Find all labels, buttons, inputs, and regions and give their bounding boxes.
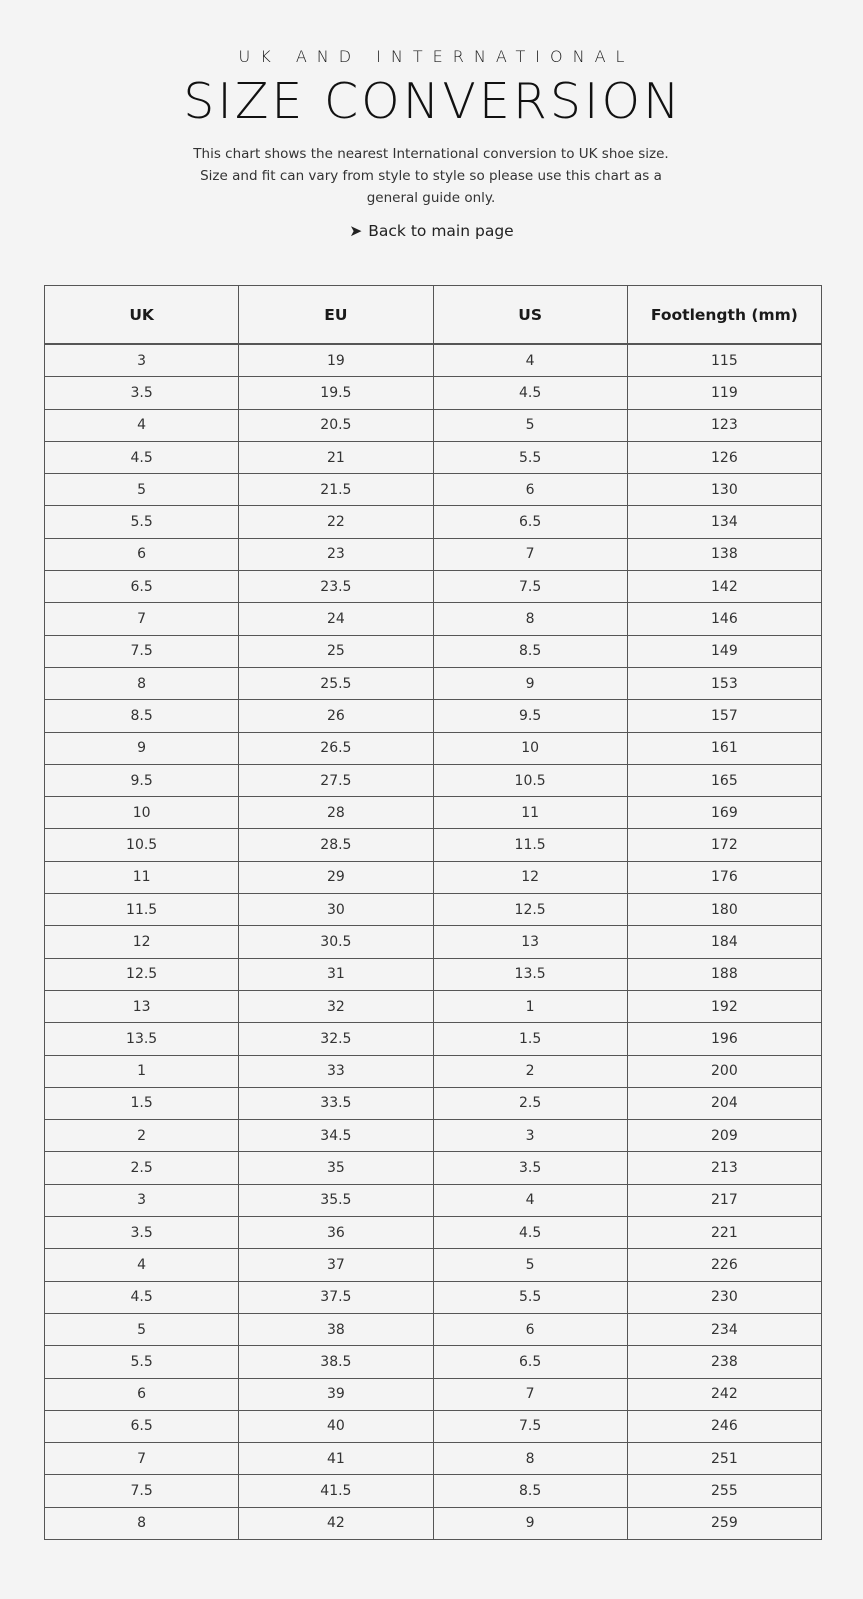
table-row: [45, 635, 822, 667]
us-size-cell: 3: [433, 1120, 627, 1152]
eu-size-cell: 37.5: [239, 1281, 433, 1313]
us-size-cell: 5.5: [433, 441, 627, 473]
table-row: [45, 506, 822, 538]
uk-size-cell: 10: [45, 797, 239, 829]
us-size-cell: 8: [433, 603, 627, 635]
us-size-cell: 11: [433, 797, 627, 829]
table-row: [45, 1281, 822, 1313]
eu-size-cell: 30.5: [239, 926, 433, 958]
size-conversion-table: [44, 285, 822, 1540]
footlength-cell: 169: [627, 797, 821, 829]
uk-size-cell: 10.5: [45, 829, 239, 861]
us-size-cell: 5: [433, 1249, 627, 1281]
eu-size-cell: 20.5: [239, 409, 433, 441]
table-row: [45, 894, 822, 926]
us-size-cell: 13: [433, 926, 627, 958]
us-size-cell: 1.5: [433, 1023, 627, 1055]
footlength-cell: 192: [627, 990, 821, 1022]
us-size-cell: 7.5: [433, 571, 627, 603]
table-row: [45, 732, 822, 764]
uk-size-cell: 2: [45, 1120, 239, 1152]
uk-size-cell: 13: [45, 990, 239, 1022]
us-size-cell: 8.5: [433, 635, 627, 667]
uk-size-cell: 4.5: [45, 1281, 239, 1313]
footlength-cell: 157: [627, 700, 821, 732]
footlength-cell: 259: [627, 1507, 821, 1539]
uk-size-cell: 7.5: [45, 1475, 239, 1507]
footlength-cell: 115: [627, 344, 821, 377]
table-row: [45, 1055, 822, 1087]
back-to-main-link[interactable]: [0, 222, 863, 240]
table-row: [45, 1184, 822, 1216]
uk-size-cell: 8: [45, 1507, 239, 1539]
uk-size-cell: 4: [45, 1249, 239, 1281]
table-row: [45, 667, 822, 699]
uk-size-cell: 7: [45, 603, 239, 635]
uk-size-cell: 3: [45, 344, 239, 377]
uk-size-cell: 5.5: [45, 1346, 239, 1378]
table-row: [45, 1507, 822, 1539]
eu-size-cell: 26: [239, 700, 433, 732]
uk-size-cell: 7: [45, 1443, 239, 1475]
table-row: [45, 1120, 822, 1152]
uk-size-cell: 12.5: [45, 958, 239, 990]
footlength-cell: 184: [627, 926, 821, 958]
column-header-uk: UK: [45, 286, 239, 345]
table-row: [45, 441, 822, 473]
us-size-cell: 5: [433, 409, 627, 441]
uk-size-cell: 3.5: [45, 377, 239, 409]
table-row: [45, 344, 822, 377]
eu-size-cell: 37: [239, 1249, 433, 1281]
eu-size-cell: 35: [239, 1152, 433, 1184]
eu-size-cell: 29: [239, 861, 433, 893]
eu-size-cell: 32.5: [239, 1023, 433, 1055]
footlength-cell: 134: [627, 506, 821, 538]
eu-size-cell: 42: [239, 1507, 433, 1539]
table-row: [45, 797, 822, 829]
us-size-cell: 7: [433, 538, 627, 570]
footlength-cell: 246: [627, 1410, 821, 1442]
eu-size-cell: 23.5: [239, 571, 433, 603]
footlength-cell: 251: [627, 1443, 821, 1475]
table-row: [45, 474, 822, 506]
uk-size-cell: 1.5: [45, 1087, 239, 1119]
table-row: [45, 1313, 822, 1345]
footlength-cell: 226: [627, 1249, 821, 1281]
us-size-cell: 12.5: [433, 894, 627, 926]
eu-size-cell: 22: [239, 506, 433, 538]
table-row: [45, 990, 822, 1022]
footlength-cell: 153: [627, 667, 821, 699]
uk-size-cell: 1: [45, 1055, 239, 1087]
eu-size-cell: 41.5: [239, 1475, 433, 1507]
footlength-cell: 142: [627, 571, 821, 603]
eu-size-cell: 33: [239, 1055, 433, 1087]
footlength-cell: 149: [627, 635, 821, 667]
us-size-cell: 1: [433, 990, 627, 1022]
footlength-cell: 188: [627, 958, 821, 990]
uk-size-cell: 5.5: [45, 506, 239, 538]
table-row: [45, 764, 822, 796]
page-title: SIZE CONVERSION: [183, 73, 683, 130]
uk-size-cell: 11: [45, 861, 239, 893]
uk-size-cell: 9: [45, 732, 239, 764]
footlength-cell: 217: [627, 1184, 821, 1216]
arrow-right-icon: ➤: [349, 222, 363, 240]
intro-text: This chart shows the nearest International conversion to UK shoe size. Size and fit can vary from style to style so please use this chart as a general guide only.: [193, 146, 669, 206]
eu-size-cell: 36: [239, 1217, 433, 1249]
eu-size-cell: 38.5: [239, 1346, 433, 1378]
table-row: [45, 958, 822, 990]
footlength-cell: 165: [627, 764, 821, 796]
table-header-row: [45, 286, 822, 345]
footlength-cell: 209: [627, 1120, 821, 1152]
eu-size-cell: 31: [239, 958, 433, 990]
eu-size-cell: 23: [239, 538, 433, 570]
eu-size-cell: 28: [239, 797, 433, 829]
us-size-cell: 13.5: [433, 958, 627, 990]
uk-size-cell: 6: [45, 1378, 239, 1410]
us-size-cell: 8.5: [433, 1475, 627, 1507]
table-row: [45, 1475, 822, 1507]
table-row: [45, 1087, 822, 1119]
eu-size-cell: 28.5: [239, 829, 433, 861]
footlength-cell: 119: [627, 377, 821, 409]
uk-size-cell: 4.5: [45, 441, 239, 473]
us-size-cell: 8: [433, 1443, 627, 1475]
footlength-cell: 221: [627, 1217, 821, 1249]
eu-size-cell: 19.5: [239, 377, 433, 409]
eu-size-cell: 39: [239, 1378, 433, 1410]
uk-size-cell: 11.5: [45, 894, 239, 926]
us-size-cell: 3.5: [433, 1152, 627, 1184]
footlength-cell: 234: [627, 1313, 821, 1345]
us-size-cell: 6: [433, 1313, 627, 1345]
table-row: [45, 377, 822, 409]
uk-size-cell: 6: [45, 538, 239, 570]
uk-size-cell: 9.5: [45, 764, 239, 796]
footlength-cell: 172: [627, 829, 821, 861]
uk-size-cell: 3: [45, 1184, 239, 1216]
uk-size-cell: 7.5: [45, 635, 239, 667]
eu-size-cell: 25: [239, 635, 433, 667]
table-row: [45, 1152, 822, 1184]
uk-size-cell: 5: [45, 474, 239, 506]
uk-size-cell: 13.5: [45, 1023, 239, 1055]
table-row: [45, 1378, 822, 1410]
eu-size-cell: 33.5: [239, 1087, 433, 1119]
us-size-cell: 2.5: [433, 1087, 627, 1119]
eu-size-cell: 21.5: [239, 474, 433, 506]
table-row: [45, 538, 822, 570]
column-header-us: US: [433, 286, 627, 345]
eu-size-cell: 24: [239, 603, 433, 635]
us-size-cell: 12: [433, 861, 627, 893]
eu-size-cell: 27.5: [239, 764, 433, 796]
eu-size-cell: 26.5: [239, 732, 433, 764]
us-size-cell: 5.5: [433, 1281, 627, 1313]
footlength-cell: 213: [627, 1152, 821, 1184]
us-size-cell: 4.5: [433, 377, 627, 409]
uk-size-cell: 4: [45, 409, 239, 441]
table-row: [45, 1410, 822, 1442]
footlength-cell: 196: [627, 1023, 821, 1055]
uk-size-cell: 6.5: [45, 571, 239, 603]
us-size-cell: 9: [433, 1507, 627, 1539]
footlength-cell: 123: [627, 409, 821, 441]
table-row: [45, 603, 822, 635]
us-size-cell: 4.5: [433, 1217, 627, 1249]
page-eyebrow: UK AND INTERNATIONAL: [238, 47, 635, 66]
us-size-cell: 10.5: [433, 764, 627, 796]
eu-size-cell: 40: [239, 1410, 433, 1442]
table-row: [45, 700, 822, 732]
us-size-cell: 6.5: [433, 506, 627, 538]
table-row: [45, 1346, 822, 1378]
footlength-cell: 126: [627, 441, 821, 473]
uk-size-cell: 12: [45, 926, 239, 958]
us-size-cell: 10: [433, 732, 627, 764]
footlength-cell: 238: [627, 1346, 821, 1378]
footlength-cell: 176: [627, 861, 821, 893]
us-size-cell: 7.5: [433, 1410, 627, 1442]
eu-size-cell: 34.5: [239, 1120, 433, 1152]
uk-size-cell: 8.5: [45, 700, 239, 732]
footlength-cell: 146: [627, 603, 821, 635]
uk-size-cell: 3.5: [45, 1217, 239, 1249]
back-link-label: Back to main page: [368, 222, 514, 240]
footlength-cell: 242: [627, 1378, 821, 1410]
table-row: [45, 1217, 822, 1249]
table-row: [45, 926, 822, 958]
us-size-cell: 6.5: [433, 1346, 627, 1378]
footlength-cell: 161: [627, 732, 821, 764]
us-size-cell: 4: [433, 1184, 627, 1216]
table-row: [45, 571, 822, 603]
footlength-cell: 204: [627, 1087, 821, 1119]
table-row: [45, 829, 822, 861]
us-size-cell: 9: [433, 667, 627, 699]
table-row: [45, 1443, 822, 1475]
uk-size-cell: 8: [45, 667, 239, 699]
uk-size-cell: 2.5: [45, 1152, 239, 1184]
eu-size-cell: 35.5: [239, 1184, 433, 1216]
footlength-cell: 255: [627, 1475, 821, 1507]
eu-size-cell: 38: [239, 1313, 433, 1345]
footlength-cell: 138: [627, 538, 821, 570]
eu-size-cell: 19: [239, 344, 433, 377]
us-size-cell: 4: [433, 344, 627, 377]
footlength-cell: 230: [627, 1281, 821, 1313]
column-header-footlength: Footlength (mm): [627, 286, 821, 345]
column-header-eu: EU: [239, 286, 433, 345]
table-body: [45, 344, 822, 1539]
us-size-cell: 9.5: [433, 700, 627, 732]
uk-size-cell: 6.5: [45, 1410, 239, 1442]
table-row: [45, 861, 822, 893]
us-size-cell: 11.5: [433, 829, 627, 861]
table-row: [45, 1249, 822, 1281]
us-size-cell: 6: [433, 474, 627, 506]
eu-size-cell: 30: [239, 894, 433, 926]
us-size-cell: 2: [433, 1055, 627, 1087]
footlength-cell: 180: [627, 894, 821, 926]
eu-size-cell: 41: [239, 1443, 433, 1475]
table-row: [45, 1023, 822, 1055]
us-size-cell: 7: [433, 1378, 627, 1410]
eu-size-cell: 21: [239, 441, 433, 473]
uk-size-cell: 5: [45, 1313, 239, 1345]
footlength-cell: 130: [627, 474, 821, 506]
eu-size-cell: 25.5: [239, 667, 433, 699]
footlength-cell: 200: [627, 1055, 821, 1087]
eu-size-cell: 32: [239, 990, 433, 1022]
table-row: [45, 409, 822, 441]
